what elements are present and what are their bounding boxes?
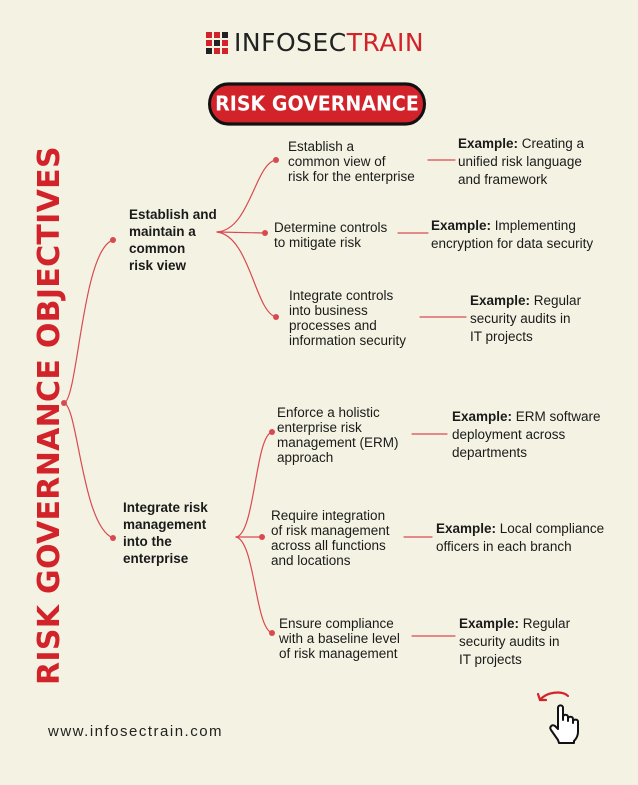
objective-2-item-2: Require integration of risk management across all functions and locations — [271, 508, 390, 568]
objective-2-item-3: Ensure compliance with a baseline level of risk management — [279, 616, 400, 661]
example-text: Regular security audits in IT projects — [470, 293, 582, 344]
example-label: Example: — [436, 521, 497, 536]
objective-2-item-1: Enforce a holistic enterprise risk management (ERM) approach — [277, 405, 399, 465]
example-label: Example: — [431, 218, 492, 233]
example-label: Example: — [470, 293, 531, 308]
example-label: Example: — [452, 409, 513, 424]
node-dot — [110, 237, 116, 243]
website-url[interactable]: www.infosectrain.com — [48, 723, 224, 740]
title-banner: RISK GOVERNANCE — [208, 82, 426, 125]
node-dot — [110, 535, 116, 541]
node-dot — [273, 314, 279, 320]
square-grid-icon — [206, 32, 228, 54]
example-text: Regular security audits in IT projects — [459, 616, 571, 667]
connector-root-1 — [64, 240, 113, 403]
connector-obj2-item1 — [236, 432, 272, 537]
objective-1-item-1: Establish a common view of risk for the enterprise — [288, 139, 415, 184]
node-dot — [273, 157, 279, 163]
objective-1-item-3: Integrate controls into business processes and information security — [289, 288, 407, 348]
example-4 — [452, 408, 601, 462]
node-dot — [269, 429, 275, 435]
example-1 — [458, 135, 584, 189]
connector-obj1-item1 — [217, 160, 276, 232]
node-dot — [262, 230, 268, 236]
example-3 — [470, 292, 581, 346]
connector-obj1-item2 — [217, 232, 265, 233]
brand-logo — [206, 28, 424, 58]
brand-name-part1: INFOSEC — [234, 28, 347, 57]
example-label: Example: — [458, 136, 519, 151]
example-text: Implementing encryption for data security — [431, 218, 594, 251]
objective-1-item-2: Determine controls to mitigate risk — [274, 220, 388, 250]
example-text: Creating a unified risk language and framework — [458, 136, 585, 187]
connector-root-2 — [64, 403, 113, 538]
connector-obj1-item3 — [217, 232, 276, 317]
brand-name — [234, 28, 424, 58]
example-text: Local compliance officers in each branch — [436, 521, 605, 554]
objective-1-label: Establish and maintain a common risk view — [129, 207, 217, 273]
example-label: Example: — [459, 616, 520, 631]
side-title: RISK GOVERNANCE OBJECTIVES — [32, 146, 67, 685]
example-text: ERM software deployment across departments — [452, 409, 601, 460]
node-dot — [269, 630, 275, 636]
hand-pointer-icon — [532, 688, 592, 748]
connector-obj2-item3 — [236, 537, 272, 633]
node-dot — [259, 534, 265, 540]
brand-name-part2: TRAIN — [346, 28, 425, 57]
example-5 — [436, 520, 604, 556]
example-6 — [459, 615, 570, 669]
example-2 — [431, 217, 593, 253]
objective-2-label: Integrate risk management into the enterprise — [123, 500, 208, 566]
